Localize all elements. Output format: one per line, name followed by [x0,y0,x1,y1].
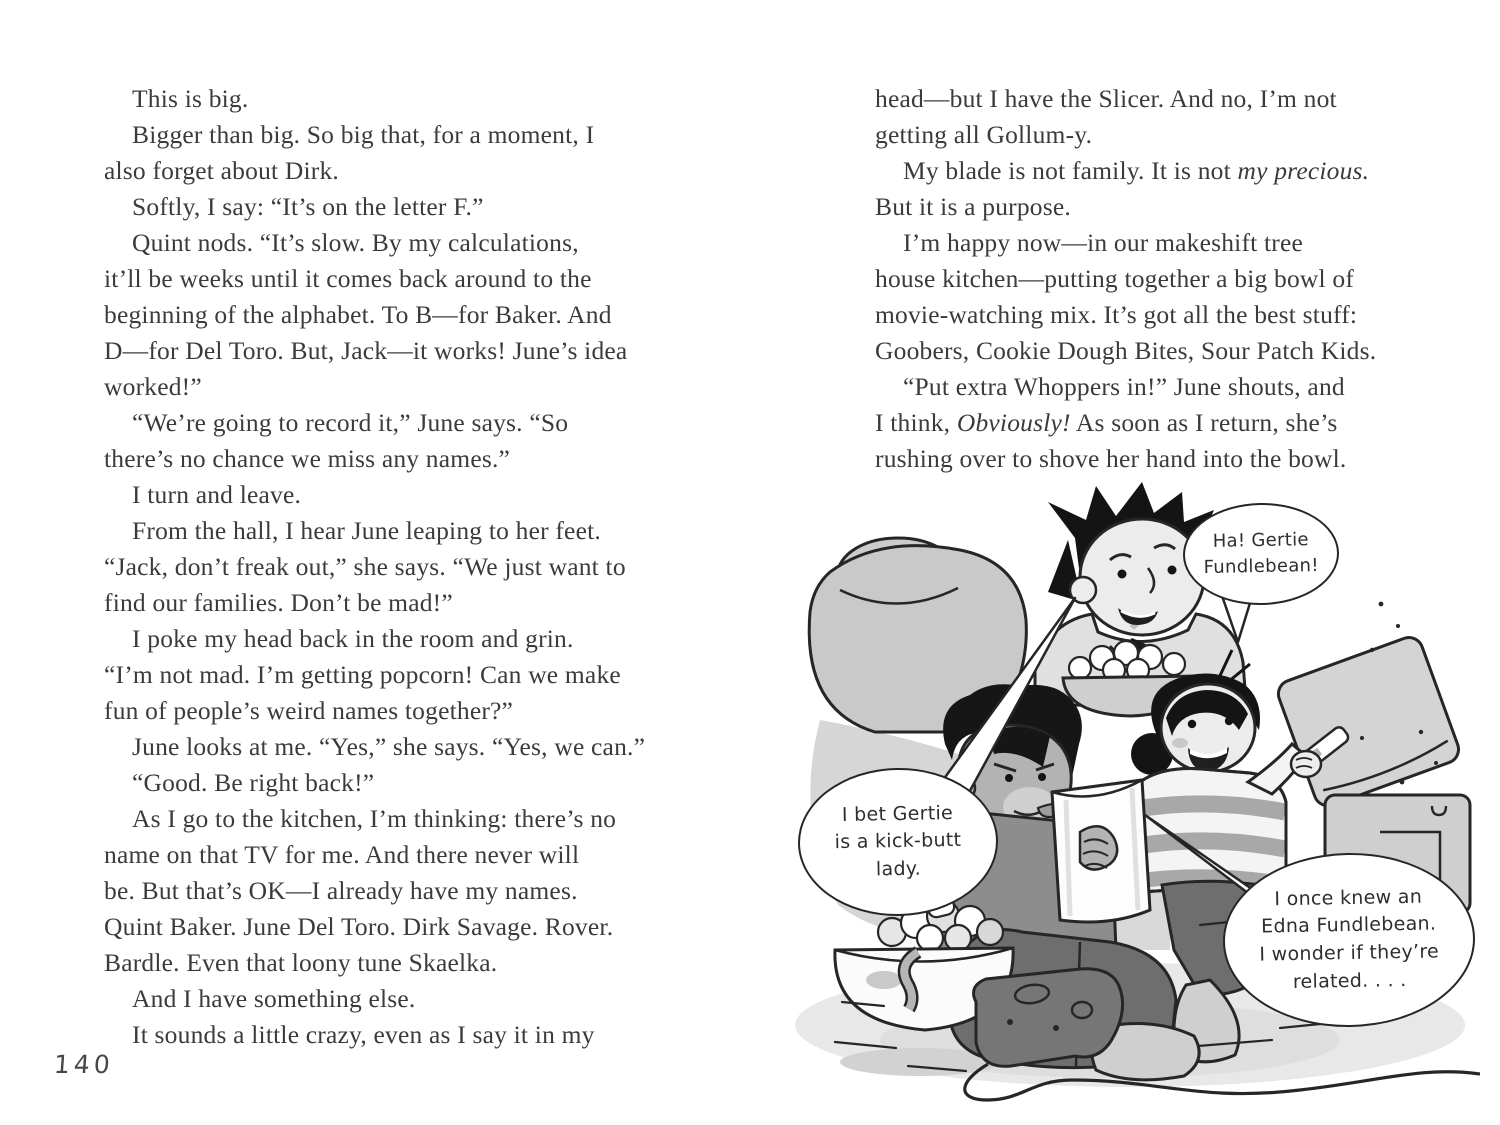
text-segment: June looks at me. “Yes,” she says. “Yes, we can.” [132,732,646,761]
text-line [104,192,679,228]
text-line [104,120,679,156]
snack-bucket [1052,780,1150,922]
text-line [104,696,679,732]
text-segment: Softly, I say: “It’s on the letter F.” [132,192,484,221]
page-number: 140 [52,1050,115,1079]
text-segment: it’ll be weeks until it comes back around to the [104,264,592,293]
text-segment: fun of people’s weird names together?” [104,696,514,725]
text-segment: there’s no chance we miss any names.” [104,444,511,473]
text-line [104,840,679,876]
text-segment: I think, [875,408,957,437]
text-segment: “I’m not mad. I’m getting popcorn! Can we make [104,660,621,689]
text-segment: But it is a purpose. [875,192,1071,221]
text-line [875,300,1450,336]
italic-text-segment: my precious. [1237,156,1370,185]
text-segment: “We’re going to record it,” June says. “So [132,408,569,437]
text-line [104,444,679,480]
bubble-line: Fundlebean! [1203,554,1319,579]
text-segment: “Jack, don’t freak out,” she says. “We just want to [104,552,626,581]
italic-text-segment: Obviously! [956,408,1071,437]
bubble-line: Ha! Gertie [1212,529,1309,552]
text-line [104,876,679,912]
text-segment: name on that TV for me. And there never will [104,840,580,869]
text-segment: I’m happy now—in our makeshift tree [903,228,1304,257]
text-line [875,156,1450,192]
text-line [104,804,679,840]
text-segment: movie-watching mix. It’s got all the best stuff: [875,300,1358,329]
text-segment: And I have something else. [132,984,416,1013]
bubble-line: I bet Gertie [841,801,954,826]
text-line [875,120,1450,156]
text-segment: Quint Baker. June Del Toro. Dirk Savage. Rover. [104,912,614,941]
text-line [104,732,679,768]
bubble-line: I wonder if they’re [1259,940,1440,966]
text-segment: As soon as I return, she’s [1070,408,1338,437]
text-segment: I poke my head back in the room and grin. [132,624,574,653]
text-line [104,480,679,516]
bubble-line: lady. [875,857,922,881]
text-segment: house kitchen—putting together a big bowl of [875,264,1355,293]
text-line [104,228,679,264]
text-segment: getting all Gollum-y. [875,120,1093,149]
text-line [104,84,679,120]
text-segment: find our families. Don’t be mad!” [104,588,453,617]
text-line [875,192,1450,228]
text-line [104,300,679,336]
text-line [875,372,1450,408]
text-segment: Bigger than big. So big that, for a moment, I [132,120,595,149]
text-line [104,336,679,372]
text-line [104,768,679,804]
text-line [875,444,1450,480]
right-page-text [875,84,1450,480]
text-line [104,1020,679,1056]
left-page-text [104,84,679,1056]
text-line [875,408,1450,444]
text-line [104,948,679,984]
text-line [104,516,679,552]
bubble-line: Edna Fundlebean. [1261,912,1437,938]
text-segment: I turn and leave. [132,480,302,509]
text-line [104,660,679,696]
text-segment: From the hall, I hear June leaping to her feet. [132,516,601,545]
text-line [875,336,1450,372]
bubble-line: is a kick-butt [834,829,962,854]
text-line [104,588,679,624]
text-segment: beginning of the alphabet. To B—for Baker. And [104,300,612,329]
text-line [104,552,679,588]
illustration [780,480,1480,1120]
text-segment: worked!” [104,372,202,401]
text-segment: D—for Del Toro. But, Jack—it works! June’s idea [104,336,628,365]
text-segment: Goobers, Cookie Dough Bites, Sour Patch Kids. [875,336,1377,365]
text-segment: head—but I have the Slicer. And no, I’m not [875,84,1337,113]
text-line [875,84,1450,120]
text-segment: It sounds a little crazy, even as I say it in my [132,1020,595,1049]
text-segment: “Good. Be right back!” [132,768,375,797]
bubble-line: related. . . . [1292,968,1407,993]
text-segment: My blade is not family. It is not [903,156,1238,185]
text-line [104,984,679,1020]
bubble-line: I once knew an [1274,885,1423,911]
text-segment: Bardle. Even that loony tune Skaelka. [104,948,498,977]
text-segment: As I go to the kitchen, I’m thinking: there’s no [132,804,617,833]
text-line [104,156,679,192]
text-segment: be. But that’s OK—I already have my names. [104,876,578,905]
text-line [104,624,679,660]
text-segment: This is big. [132,84,249,113]
text-segment: Quint nods. “It’s slow. By my calculations, [132,228,579,257]
text-line [875,264,1450,300]
text-line [875,228,1450,264]
text-line [104,912,679,948]
text-line [104,408,679,444]
text-segment: also forget about Dirk. [104,156,339,185]
text-line [104,372,679,408]
text-segment: “Put extra Whoppers in!” June shouts, and [903,372,1345,401]
text-line [104,264,679,300]
text-segment: rushing over to shove her hand into the bowl. [875,444,1347,473]
